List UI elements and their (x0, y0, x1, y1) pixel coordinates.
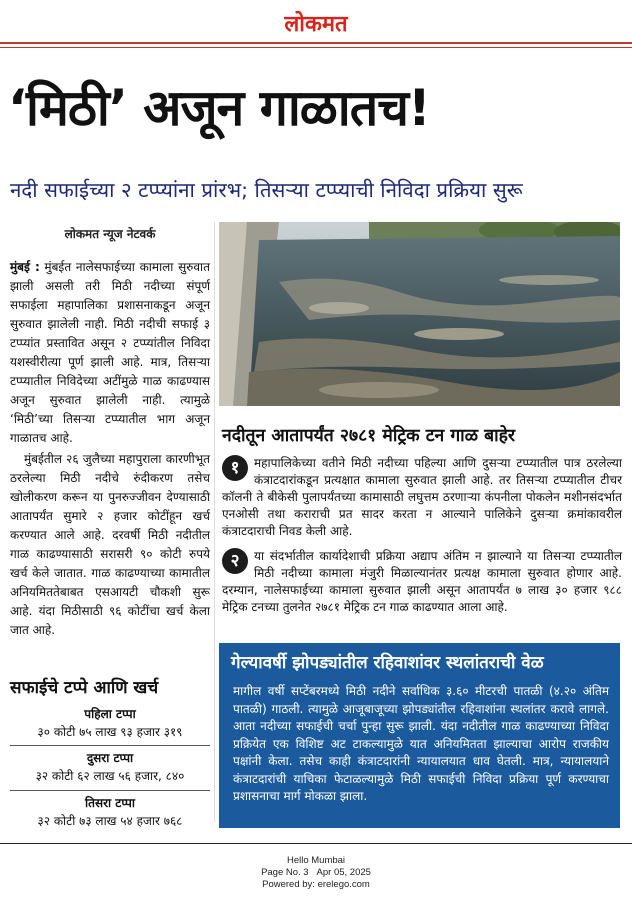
masthead-rule (0, 42, 632, 44)
stage-label: पहिला टप्पा (84, 707, 136, 721)
sidebar-box-text: मागील वर्षी सप्टेंबरमध्ये मिठी नदीने सर्वाधिक ३.६० मीटरची पातळी (४.२० अंतिम पातळी) गाठली. त्यामुळे आजूबाजूच्या झोपड्यांतील रहिवाशांना स्थलांतर करावे लागले. आता नदीच्या सफाईची चर्चा पुन्हा सुरू झाली. यंदा नदीतील गाळ काढण्याच्या निविदा प्रक्रियेत एक विशिष्ट अट टाकल्यामुळे यात अनियमितता झाल्याचा आरोप राजकीय पक्षांनी केला. तसेच काही कंत्राटदारांनी न्यायालयात धाव घेतली. मात्र, न्यायालयाने कंत्राटदारांची याचिका फेटाळल्यामुळे मिठी सफाईची निविदा प्रक्रिया पूर्ण करण्याचा प्रशासनाचा मार्ग मोकळा झाला. (233, 684, 609, 803)
edition-name: Hello Mumbai (286, 855, 346, 866)
story-left-column (10, 258, 210, 640)
cost-stage-3 (10, 795, 210, 830)
cost-divider (10, 790, 210, 791)
headline: ‘मिठी’ अजून गाळातच! (8, 79, 430, 137)
number-badge: २ (222, 548, 248, 574)
page-info (0, 867, 632, 879)
point-2 (222, 548, 622, 616)
cost-stage-1 (10, 706, 210, 741)
column-divider (214, 222, 215, 822)
paragraph-1 (10, 258, 210, 448)
point-text: महापालिकेच्या वतीने मिठी नदीच्या पहिल्या आणि दुसऱ्या टप्प्यातील पात्र ठरलेल्या कंत्राटदारांकडून प्रत्यक्षात कामाला सुरुवात झाली आहे. तर तिसऱ्या टप्प्यातील टीचर कॉलनी ते बीकेसी पुलापर्यंतच्या कामासाठी लघुत्तम ठरणाऱ्या कंपनीला पोकलेन मशीनसंदर्भात एनओसी तथा कराराची प्रत सादर करता न आल्याने पालिकेने दुसऱ्या क्रमांकावरील कंत्राटदाराची निवड केली आहे. (222, 456, 622, 538)
stage-label: दुसरा टप्पा (86, 751, 134, 765)
page-number: Page No. 3 (261, 867, 309, 878)
point-1 (222, 455, 622, 540)
costs-title: सफाईचे टप्पे आणि खर्च (10, 678, 159, 698)
sidebar-box-title: गेल्यावर्षी झोपड्यांतील रहिवाशांवर स्थलांतराची वेळ (231, 653, 544, 673)
newspaper-logo: लोकमत (284, 11, 348, 37)
powered-by: Powered by: erelego.com (262, 879, 370, 890)
sidebar-box (219, 643, 620, 828)
paragraph-2: मुंबईतील २६ जुलैच्या महापुराला कारणीभूत ठरलेल्या मिठी नदीचे रुंदीकरण तसेच खोलीकरण करून या पुनरुज्जीवन देण्यासाठी आतापर्यंत सुमारे २ हजार कोटींहून खर्च करण्यात आले आहे. दरवर्षी मिठी नदीतील गाळ काढण्यासाठी सरासरी ९० कोटी रुपये खर्च केले जातात. गाळ काढण्याच्या कामातील अनियमिततेबाबत एसआयटी चौकशी सुरू आहे. यंदा मिठीसाठी ९६ कोटींचा खर्च केला जात आहे. (10, 452, 210, 637)
stage-amount: ३२ कोटी ७३ लाख ५४ हजार ७६८ (37, 814, 183, 828)
byline: लोकमत न्यूज नेटवर्क (64, 227, 156, 241)
paragraph-1-text: मुंबईत नालेसफाईच्या कामाला सुरुवात झाली असली तरी मिठी नदीच्या संपूर्ण सफाईला महापालिका प्रशासनाकडून अजून सुरुवात झालेली नाही. मिठी नदीची सफाई ३ टप्प्यांत प्रस्तावित असून २ टप्प्यांतील निविदा यशस्वीरीत्या पूर्ण झाली आहे. मात्र, तिसऱ्या टप्प्यातील निविदेच्या अटींमुळे गाळ काढण्यास अजून सुरुवात झालेली नाही. त्यामुळे ‘मिठी’च्या तिसऱ्या टप्प्यातील भाग अजून गाळातच आहे. (10, 260, 210, 445)
cost-stage-2 (10, 750, 210, 785)
section-title: नदीतून आतापर्यंत २७८१ मेट्रिक टन गाळ बाहेर (222, 426, 516, 446)
river-photo (219, 222, 620, 406)
river-photo-illustration (219, 222, 620, 406)
stage-label: तिसरा टप्पा (85, 796, 135, 810)
page-footer (0, 855, 632, 891)
stage-amount: ३० कोटी ७५ लाख ९३ हजार ३१९ (37, 725, 183, 739)
dateline: मुंबई : (10, 260, 40, 274)
cost-divider (10, 745, 210, 746)
masthead (0, 8, 632, 38)
masthead-rule-thin (0, 47, 632, 48)
page-date: Apr 05, 2025 (316, 867, 371, 878)
footer-rule (0, 843, 632, 844)
subheadline: नदी सफाईच्या २ टप्प्यांना प्रांरभ; तिसऱ्या टप्प्याची निविदा प्रक्रिया सुरू (10, 178, 523, 202)
number-badge: १ (222, 455, 248, 481)
stage-amount: ३२ कोटी ६२ लाख ५६ हजार, ८४० (35, 769, 185, 783)
point-text: या संदर्भातील कार्यादेशाची प्रक्रिया अद्याप अंतिम न झाल्याने या तिसऱ्या टप्प्यातील मिठी नदीच्या कामाला मंजुरी मिळाल्यानंतर प्रत्यक्ष कामाला सुरुवात होणार आहे. दरम्यान, नालेसफाईच्या कामाला सुरुवात झाली असून आतापर्यंत ७ लाख ३० हजार ९८८ मेट्रिक टनच्या तुलनेत २७८१ मेट्रिक टन गाळ काढण्यात आला आहे. (222, 549, 622, 614)
